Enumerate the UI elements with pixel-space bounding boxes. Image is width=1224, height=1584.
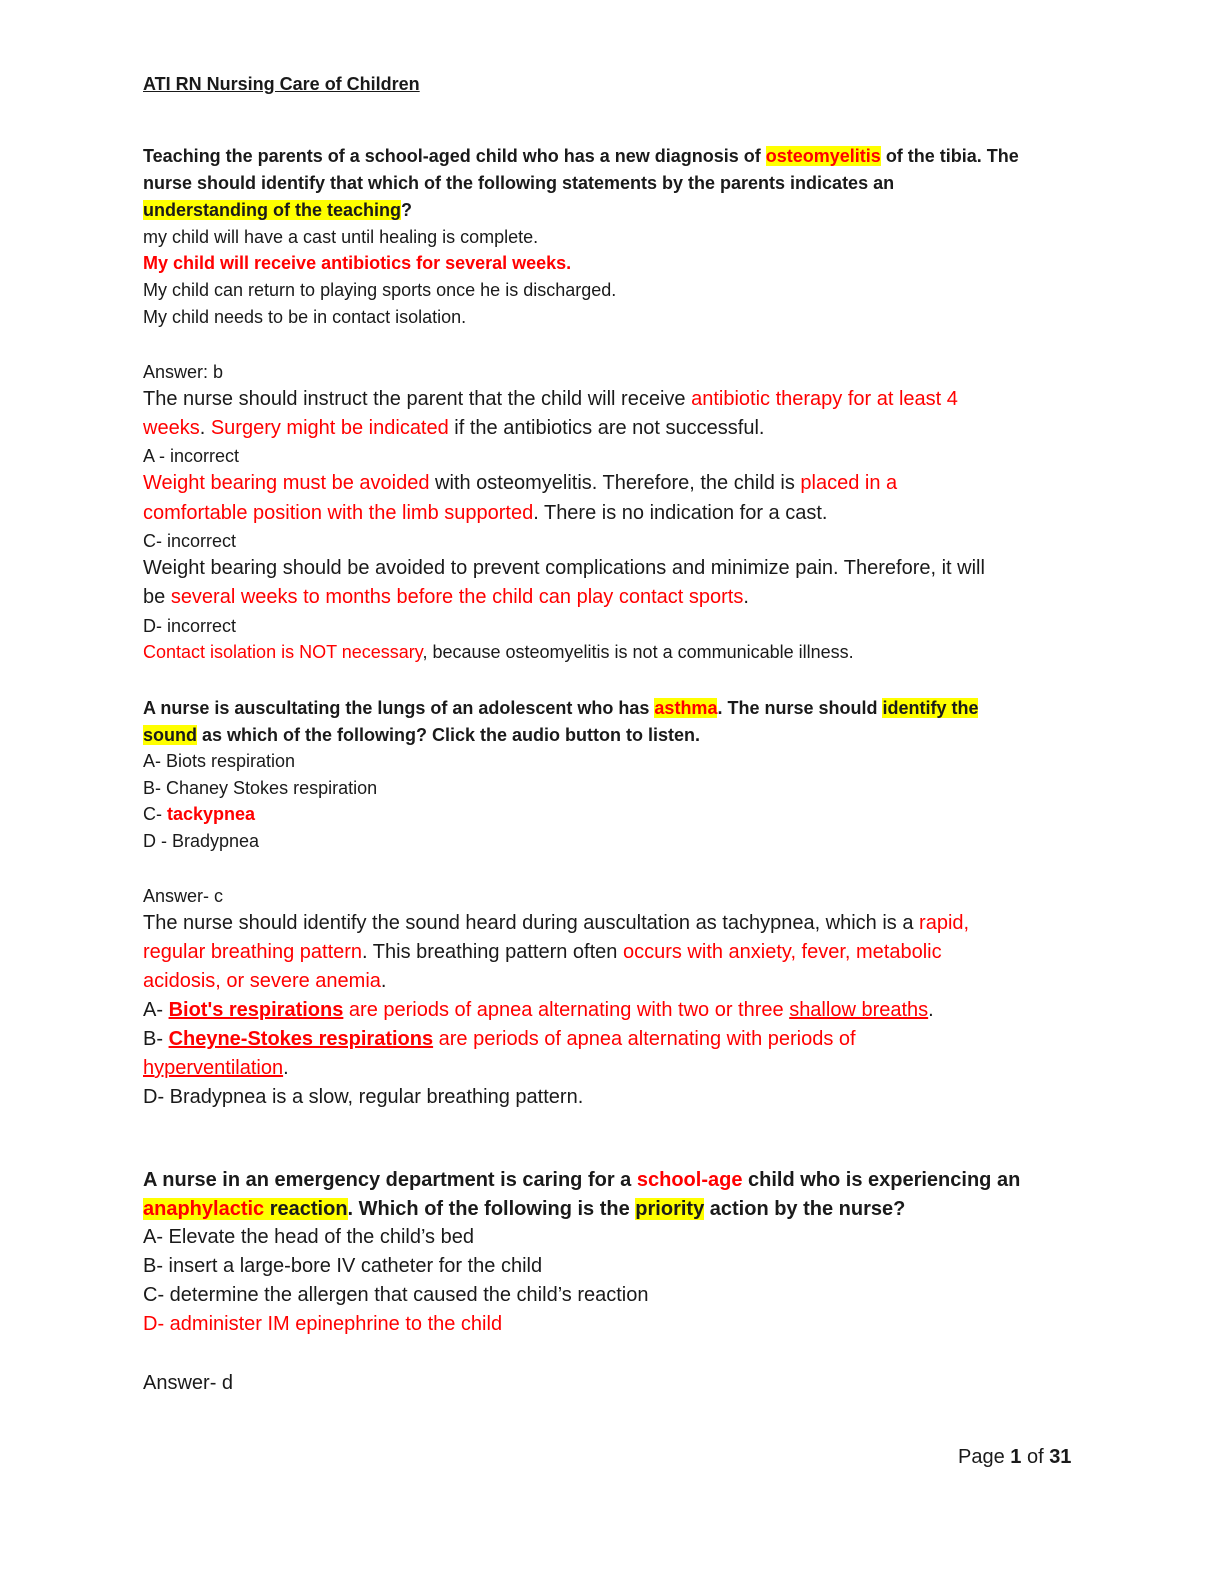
q2-option-c: C- tackypnea: [143, 804, 256, 824]
q1-stem-line3: understanding of the teaching?: [143, 200, 413, 220]
q2-stem-line2: sound as which of the following? Click the audio button to listen.: [143, 725, 700, 745]
q1-stem-line1: Teaching the parents of a school-aged child who has a new diagnosis of osteomyelitis of the tibia. The: [143, 146, 1019, 166]
q3-answer: Answer- d: [143, 1372, 234, 1394]
q1-highlight-osteomyelitis: osteomyelitis: [765, 146, 881, 166]
q2-rationale-line3: acidosis, or severe anemia.: [143, 970, 387, 992]
q1-d-line1: Contact isolation is NOT necessary, because osteomyelitis is not a communicable illness.: [143, 642, 854, 662]
q2-highlight-asthma: asthma: [654, 698, 718, 718]
q1-a-line1: Weight bearing must be avoided with osteomyelitis. Therefore, the child is placed in a: [143, 472, 898, 494]
q3-option-b: B- insert a large-bore IV catheter for the child: [143, 1255, 543, 1277]
q1-a-label: A - incorrect: [143, 446, 240, 466]
q2-rationale-line1: The nurse should identify the sound heard during auscultation as tachypnea, which is a rapid,: [143, 912, 970, 934]
q2-option-d: D - Bradypnea: [143, 831, 260, 851]
q2-option-a: A- Biots respiration: [143, 751, 296, 771]
q2-rationale-b: B- Cheyne-Stokes respirations are periods of apnea alternating with periods of: [143, 1028, 856, 1050]
page-number-footer: Page 1 of 31: [958, 1446, 1072, 1468]
q3-stem-line1: A nurse in an emergency department is caring for a school-age child who is experiencing an: [143, 1169, 1021, 1191]
q2-rationale-line2: regular breathing pattern. This breathing pattern often occurs with anxiety, fever, metabolic: [143, 941, 942, 963]
q2-rationale-b-cont: hyperventilation.: [143, 1057, 289, 1079]
q1-d-label: D- incorrect: [143, 616, 237, 636]
q3-stem-line2: anaphylactic reaction. Which of the following is the priority action by the nurse?: [143, 1198, 906, 1220]
q1-option-b-correct: My child will receive antibiotics for several weeks.: [143, 253, 572, 273]
q1-answer: Answer: b: [143, 362, 224, 382]
q1-c-line2: be several weeks to months before the child can play contact sports.: [143, 586, 749, 608]
q2-rationale-a: A- Biot's respirations are periods of apnea alternating with two or three shallow breaths.: [143, 999, 934, 1021]
q1-option-c: My child can return to playing sports once he is discharged.: [143, 280, 617, 300]
q1-option-a: my child will have a cast until healing is complete.: [143, 227, 539, 247]
q3-option-a: A- Elevate the head of the child’s bed: [143, 1226, 474, 1248]
q1-a-line2: comfortable position with the limb supported. There is no indication for a cast.: [143, 502, 828, 524]
q2-rationale-d: D- Bradypnea is a slow, regular breathing pattern.: [143, 1086, 584, 1108]
q1-option-d: My child needs to be in contact isolation.: [143, 307, 467, 327]
q1-rationale-line2: weeks. Surgery might be indicated if the antibiotics are not successful.: [143, 417, 765, 439]
page-title: ATI RN Nursing Care of Children: [143, 74, 420, 94]
q1-rationale-line1: The nurse should instruct the parent that the child will receive antibiotic therapy for at least 4: [143, 388, 958, 410]
q3-option-d-correct: D- administer IM epinephrine to the child: [143, 1313, 503, 1335]
q1-stem-line2: nurse should identify that which of the following statements by the parents indicates an: [143, 173, 895, 193]
q2-stem-line1: A nurse is auscultating the lungs of an adolescent who has asthma. The nurse should identify the: [143, 698, 979, 718]
q1-c-label: C- incorrect: [143, 531, 237, 551]
q3-option-c: C- determine the allergen that caused the child’s reaction: [143, 1284, 649, 1306]
q2-answer: Answer- c: [143, 886, 224, 906]
q1-c-line1: Weight bearing should be avoided to prevent complications and minimize pain. Therefore, it will: [143, 557, 985, 579]
q2-option-b: B- Chaney Stokes respiration: [143, 778, 378, 798]
